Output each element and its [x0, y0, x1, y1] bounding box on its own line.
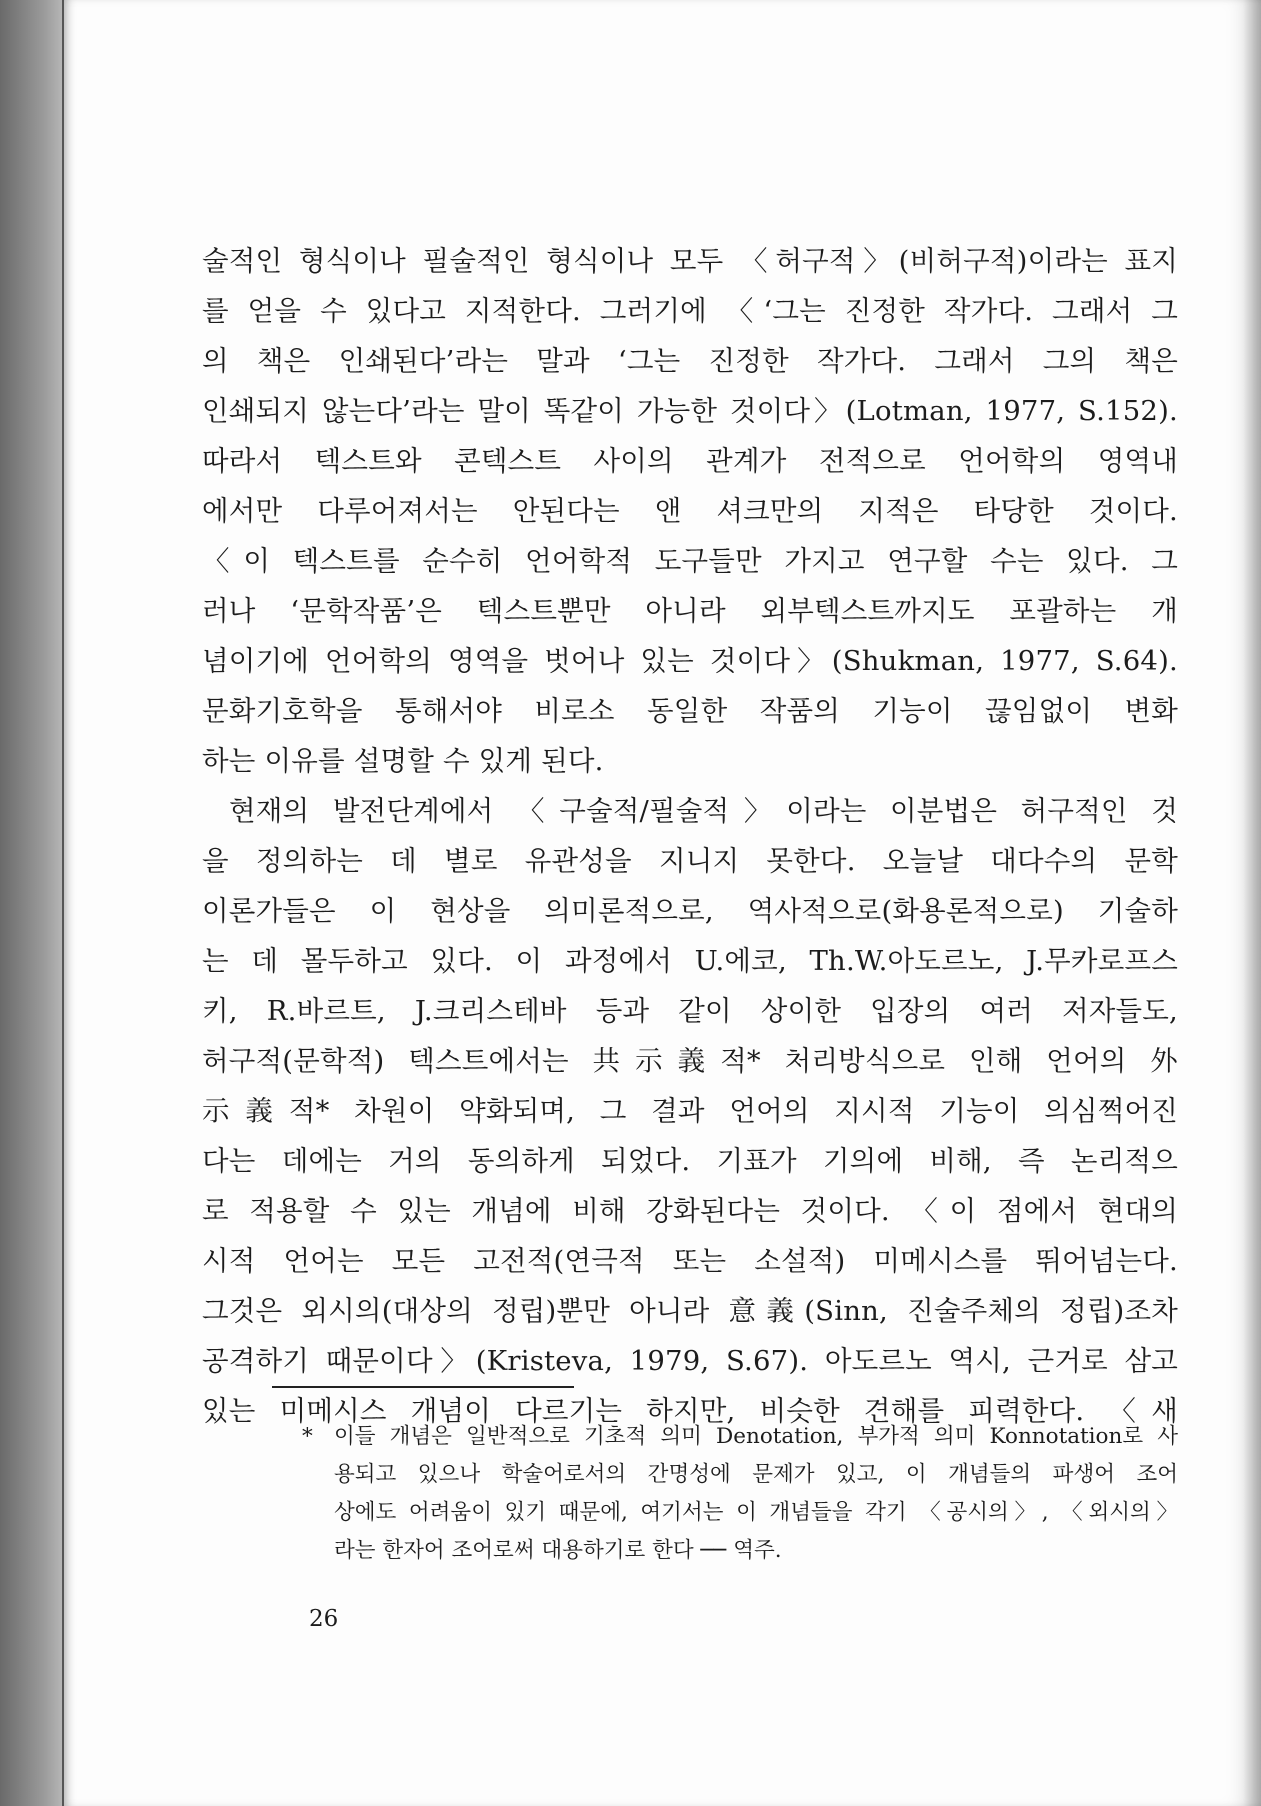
text-line: 그것은 외시의(대상의 정립)뿐만 아니라 意義(Sinn, 진술주체의 정립)조차: [202, 1295, 1178, 1327]
text-line: 의 책은 인쇄된다’라는 말과 ‘그는 진정한 작가다. 그래서 그의 책은: [202, 345, 1178, 377]
text-line: 이론가들은 이 현상을 의미론적으로, 역사적으로(화용론적으로) 기술하: [202, 895, 1178, 927]
text-line: 하는 이유를 설명할 수 있게 된다.: [202, 745, 604, 777]
text-line: 념이기에 언어학의 영역을 벗어나 있는 것이다〉(Shukman, 1977, S.64).: [202, 645, 1178, 677]
footnote-line: 상에도 어려움이 있기 때문에, 여기서는 이 개념들을 각기 〈공시의〉, 〈외시의〉: [334, 1500, 1178, 1525]
footnote-divider: [272, 1386, 574, 1388]
footnote-line: [302, 1418, 1178, 1456]
text-line: 을 정의하는 데 별로 유관성을 지니지 못한다. 오늘날 대다수의 문학: [202, 845, 1178, 877]
text-line-paragraph-start: 현재의 발전단계에서 〈구술적/필술적〉이라는 이분법은 허구적인 것: [229, 795, 1178, 827]
page-number: 26: [309, 1606, 339, 1632]
page-edge-shadow: [1243, 0, 1261, 1806]
text-line: 다는 데에는 거의 동의하게 되었다. 기표가 기의에 비해, 즉 논리적으: [202, 1145, 1178, 1177]
book-page: [62, 0, 1261, 1806]
book-gutter-shadow: [0, 0, 62, 1806]
text-line: 로 적용할 수 있는 개념에 비해 강화된다는 것이다. 〈이 점에서 현대의: [202, 1195, 1178, 1227]
text-line: 따라서 텍스트와 콘텍스트 사이의 관계가 전적으로 언어학의 영역내: [202, 445, 1178, 477]
text-line: 있는 미메시스 개념이 다르기는 하지만, 비슷한 견해를 피력한다. 〈새: [202, 1395, 1178, 1427]
body-text: [202, 236, 1178, 1436]
text-line: 〈이 텍스트를 순수히 언어학적 도구들만 가지고 연구할 수는 있다. 그: [202, 545, 1178, 577]
text-line: 는 데 몰두하고 있다. 이 과정에서 U.에코, Th.W.아도르노, J.무카로프스: [202, 945, 1178, 977]
footnote-line: 용되고 있으나 학술어로서의 간명성에 문제가 있고, 이 개념들의 파생어 조어: [334, 1462, 1178, 1487]
text-line: 示義적* 차원이 약화되며, 그 결과 언어의 지시적 기능이 의심쩍어진: [202, 1095, 1178, 1127]
text-line: 허구적(문학적) 텍스트에서는 共示義적* 처리방식으로 인해 언어의 外: [202, 1045, 1178, 1077]
text-line: 공격하기 때문이다〉(Kristeva, 1979, S.67). 아도르노 역시, 근거로 삼고: [202, 1345, 1178, 1377]
text-line: 에서만 다루어져서는 안된다는 앤 셔크만의 지적은 타당한 것이다.: [202, 495, 1178, 527]
text-line: 키, R.바르트, J.크리스테바 등과 같이 상이한 입장의 여러 저자들도,: [202, 995, 1178, 1027]
footnote: [302, 1418, 1178, 1570]
text-line: 러나 ‘문학작품’은 텍스트뿐만 아니라 외부텍스트까지도 포괄하는 개: [202, 595, 1178, 627]
footnote-line-text: 이들 개념은 일반적으로 기초적 의미 Denotation, 부가적 의미 Konnotation로 사: [334, 1424, 1178, 1449]
footnote-line: 라는 한자어 조어로써 대용하기로 한다 ── 역주.: [334, 1538, 782, 1563]
text-line: 인쇄되지 않는다’라는 말이 똑같이 가능한 것이다〉(Lotman, 1977, S.152).: [202, 395, 1178, 427]
text-line: 문화기호학을 통해서야 비로소 동일한 작품의 기능이 끊임없이 변화: [202, 695, 1178, 727]
footnote-marker: *: [302, 1424, 313, 1449]
text-line: 술적인 형식이나 필술적인 형식이나 모두 〈허구적〉(비허구적)이라는 표지: [202, 245, 1178, 277]
text-line: 시적 언어는 모든 고전적(연극적 또는 소설적) 미메시스를 뛰어넘는다.: [202, 1245, 1178, 1277]
text-line: 를 얻을 수 있다고 지적한다. 그러기에 〈‘그는 진정한 작가다. 그래서 그: [202, 295, 1178, 327]
